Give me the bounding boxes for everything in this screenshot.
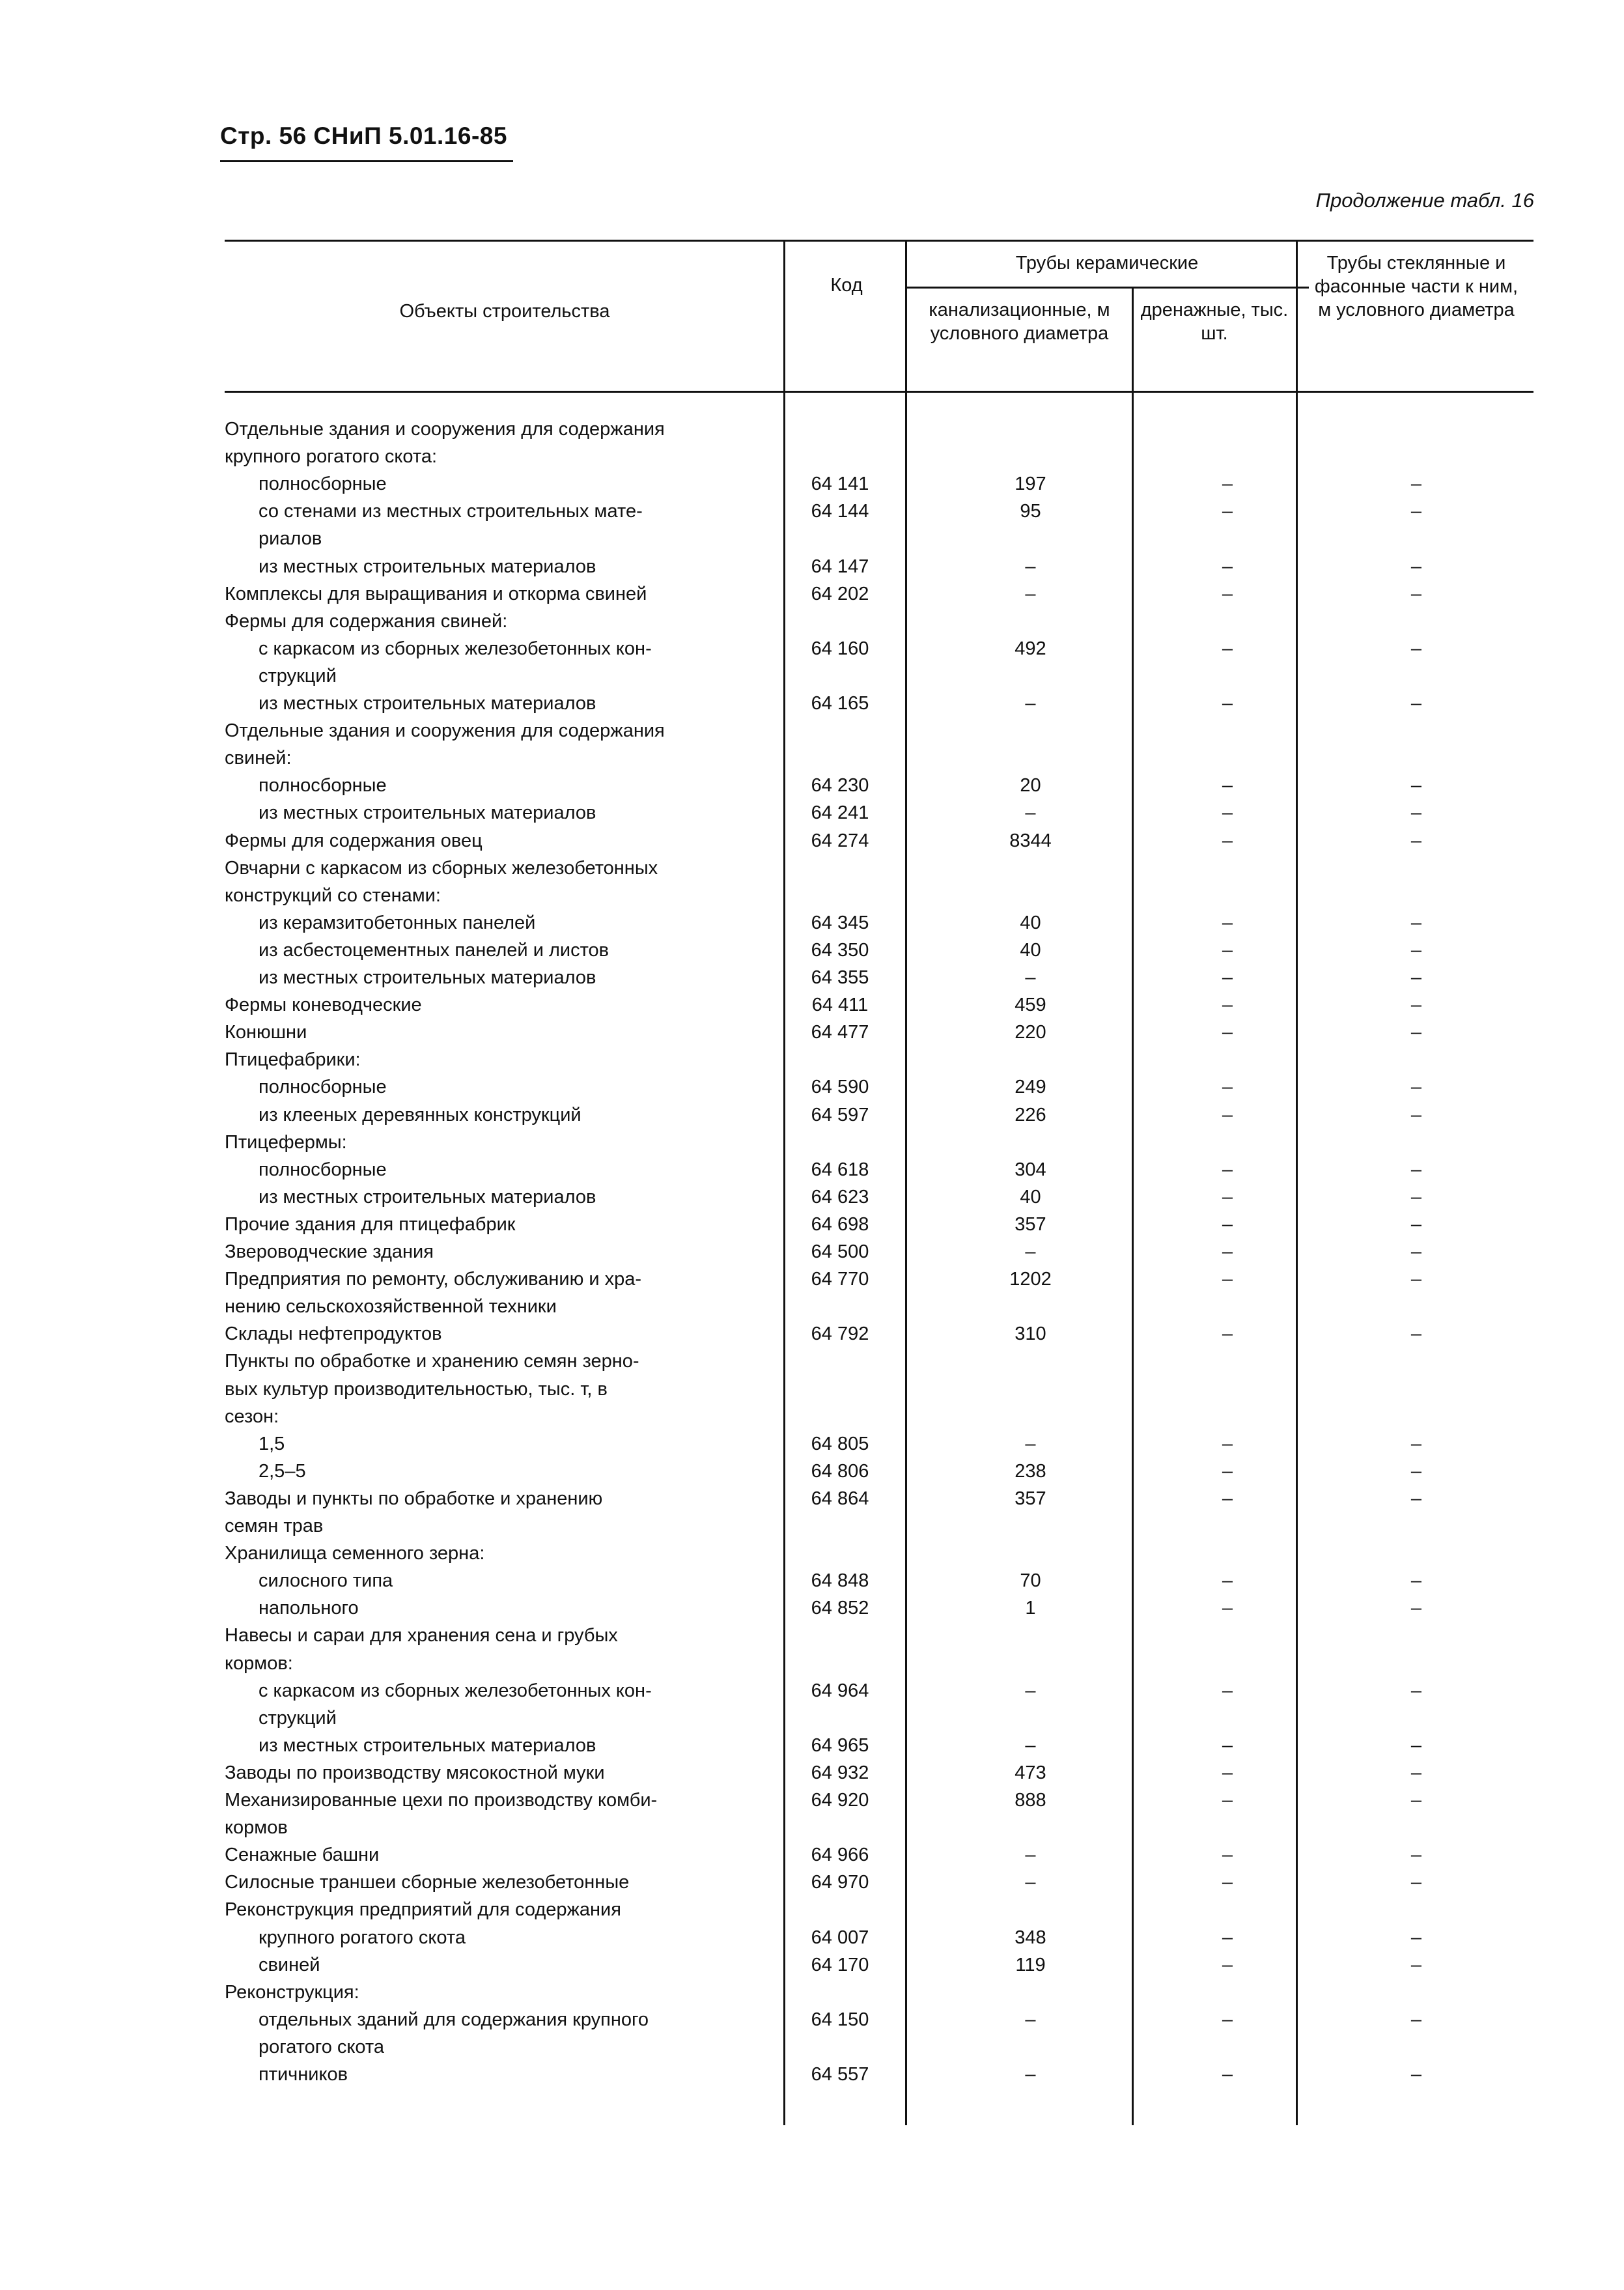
sewer-pipe-cell: 119	[1015, 1954, 1046, 1975]
code-cell: 64 618	[811, 1159, 869, 1180]
table-row	[225, 1787, 1533, 1814]
table-row	[225, 1759, 1533, 1787]
code-cell: 64 848	[811, 1570, 869, 1592]
table-row	[225, 1101, 1533, 1129]
table-row	[225, 1650, 1533, 1677]
table-row	[225, 690, 1533, 717]
code-cell: 64 147	[811, 556, 869, 577]
table-row	[225, 470, 1533, 498]
table-row	[225, 882, 1533, 909]
code-cell: 64 150	[811, 2009, 869, 2030]
glass-pipe-cell: –	[1410, 2009, 1422, 2030]
sewer-pipe-cell: –	[1025, 1734, 1036, 1756]
glass-pipe-cell: –	[1410, 830, 1422, 851]
sewer-pipe-cell: 888	[1015, 1790, 1046, 1811]
drain-pipe-cell: –	[1222, 474, 1233, 495]
code-cell: 64 274	[811, 830, 869, 851]
code-cell: 64 966	[811, 1845, 869, 1866]
table-row	[225, 1238, 1533, 1265]
code-cell: 64 230	[811, 775, 869, 797]
drain-pipe-cell: –	[1222, 830, 1233, 851]
object-name-cell: Сенажные башни	[225, 1845, 380, 1866]
drain-pipe-cell: –	[1222, 912, 1233, 933]
code-cell: 64 597	[811, 1104, 869, 1125]
table-row	[225, 772, 1533, 799]
table-row	[225, 1376, 1533, 1403]
glass-pipe-cell: –	[1410, 1680, 1422, 1701]
object-name-cell: Птицефабрики:	[225, 1049, 361, 1071]
object-name-cell: рогатого скота	[259, 2036, 384, 2057]
table-row	[225, 1814, 1533, 1841]
glass-pipe-cell: –	[1410, 967, 1422, 988]
object-name-cell: струкций	[259, 1707, 337, 1729]
table-row	[225, 1073, 1533, 1101]
code-cell: 64 160	[811, 638, 869, 659]
object-name-cell: из местных строительных материалов	[259, 802, 596, 824]
drain-pipe-cell: –	[1222, 1734, 1233, 1756]
code-cell: 64 864	[811, 1488, 869, 1509]
table-row	[225, 416, 1533, 443]
object-name-cell: Реконструкция предприятий для содержания	[225, 1899, 621, 1921]
object-name-cell: Заводы по производству мясокостной муки	[225, 1762, 605, 1783]
object-name-cell: вых культур производительностью, тыс. т, в	[225, 1378, 608, 1400]
sewer-pipe-cell: 459	[1015, 995, 1046, 1016]
sewer-pipe-cell: 1202	[1009, 1269, 1052, 1290]
object-name-cell: нению сельскохозяйственной техники	[225, 1296, 557, 1318]
object-name-cell: Реконструкция:	[225, 1981, 359, 2003]
object-name-cell: свиней:	[225, 748, 292, 769]
sewer-pipe-cell: 238	[1015, 1460, 1046, 1482]
object-name-cell: полносборные	[259, 775, 387, 797]
sewer-pipe-cell: –	[1025, 2009, 1036, 2030]
table-row	[225, 1704, 1533, 1732]
sewer-pipe-cell: 40	[1020, 1186, 1041, 1208]
sewer-pipe-cell: 310	[1015, 1323, 1046, 1345]
object-name-cell: Навесы и сараи для хранения сена и грубых	[225, 1625, 618, 1647]
glass-pipe-cell: –	[1410, 1241, 1422, 1262]
table-row	[225, 1594, 1533, 1622]
object-name-cell: из клееных деревянных конструкций	[259, 1104, 581, 1125]
object-name-cell: Хранилища семенного зерна:	[225, 1543, 485, 1564]
header-underline	[220, 160, 513, 162]
object-name-cell: кормов:	[225, 1652, 293, 1674]
drain-pipe-cell: –	[1222, 1323, 1233, 1345]
sewer-pipe-cell: 70	[1020, 1570, 1041, 1592]
sewer-pipe-cell: 492	[1015, 638, 1046, 659]
drain-pipe-cell: –	[1222, 1213, 1233, 1235]
glass-pipe-cell: –	[1410, 2064, 1422, 2085]
drain-pipe-cell: –	[1222, 1872, 1233, 1893]
drain-pipe-cell: –	[1222, 638, 1233, 659]
glass-pipe-cell: –	[1410, 1433, 1422, 1454]
code-cell: 64 202	[811, 583, 869, 604]
code-cell: 64 355	[811, 967, 869, 988]
glass-pipe-cell: –	[1410, 1460, 1422, 1482]
sewer-pipe-cell: –	[1025, 2064, 1036, 2085]
drain-pipe-cell: –	[1222, 1488, 1233, 1509]
object-name-cell: Птицефермы:	[225, 1131, 347, 1153]
glass-pipe-cell: –	[1410, 1488, 1422, 1509]
table-row	[225, 1677, 1533, 1704]
table-row	[225, 1540, 1533, 1567]
sewer-pipe-cell: –	[1025, 802, 1036, 824]
drain-pipe-cell: –	[1222, 1159, 1233, 1180]
drain-pipe-cell: –	[1222, 1433, 1233, 1454]
drain-pipe-cell: –	[1222, 1186, 1233, 1208]
sewer-pipe-cell: 95	[1020, 501, 1041, 522]
glass-pipe-cell: –	[1410, 556, 1422, 577]
table-row	[225, 1485, 1533, 1512]
drain-pipe-cell: –	[1222, 1269, 1233, 1290]
glass-pipe-cell: –	[1410, 474, 1422, 495]
drain-pipe-cell: –	[1222, 1927, 1233, 1948]
code-cell: 64 007	[811, 1927, 869, 1948]
header-objects: Объекты строительства	[399, 301, 610, 322]
table-row	[225, 2033, 1533, 2061]
object-name-cell: Звероводческие здания	[225, 1241, 434, 1262]
sewer-pipe-cell: 220	[1015, 1022, 1046, 1043]
table-row	[225, 1458, 1533, 1485]
glass-pipe-cell: –	[1410, 1104, 1422, 1125]
sewer-pipe-cell: 249	[1015, 1077, 1046, 1098]
ceramic-group-rule	[905, 287, 1309, 289]
object-name-cell: сезон:	[225, 1406, 279, 1427]
code-cell: 64 623	[811, 1186, 869, 1208]
object-name-cell: Фермы для содержания свиней:	[225, 610, 508, 632]
object-name-cell: Отдельные здания и сооружения для содержания	[225, 419, 665, 440]
object-name-cell: из асбестоцементных панелей и листов	[259, 939, 609, 961]
sewer-pipe-cell: –	[1025, 1680, 1036, 1701]
drain-pipe-cell: –	[1222, 1570, 1233, 1592]
code-cell: 64 770	[811, 1269, 869, 1290]
table-row	[225, 1430, 1533, 1458]
glass-pipe-cell: –	[1410, 775, 1422, 797]
object-name-cell: Предприятия по ремонту, обслуживанию и хра-	[225, 1269, 642, 1290]
code-cell: 64 500	[811, 1241, 869, 1262]
object-name-cell: полносборные	[259, 1159, 387, 1180]
glass-pipe-cell: –	[1410, 1762, 1422, 1783]
table-row	[225, 1156, 1533, 1183]
glass-pipe-cell: –	[1410, 1570, 1422, 1592]
object-name-cell: с каркасом из сборных железобетонных кон-	[259, 1680, 652, 1701]
sewer-pipe-cell: 357	[1015, 1213, 1046, 1235]
table-row	[225, 964, 1533, 991]
code-cell: 64 590	[811, 1077, 869, 1098]
object-name-cell: из местных строительных материалов	[259, 967, 596, 988]
glass-pipe-cell: –	[1410, 1159, 1422, 1180]
glass-pipe-cell: –	[1410, 1872, 1422, 1893]
drain-pipe-cell: –	[1222, 1845, 1233, 1866]
glass-pipe-cell: –	[1410, 1213, 1422, 1235]
drain-pipe-cell: –	[1222, 939, 1233, 961]
table-row	[225, 443, 1533, 470]
header-glass: Трубы стеклянные и фасонные части к ним, м условного диаметра	[1314, 253, 1519, 320]
table-row	[225, 498, 1533, 525]
sewer-pipe-cell: –	[1025, 583, 1036, 604]
drain-pipe-cell: –	[1222, 1762, 1233, 1783]
data-table	[225, 240, 1533, 2125]
drain-pipe-cell: –	[1222, 2064, 1233, 2085]
drain-pipe-cell: –	[1222, 967, 1233, 988]
object-name-cell: 2,5–5	[259, 1460, 306, 1482]
drain-pipe-cell: –	[1222, 1680, 1233, 1701]
table-row	[225, 635, 1533, 662]
drain-pipe-cell: –	[1222, 1241, 1233, 1262]
glass-pipe-cell: –	[1410, 1734, 1422, 1756]
table-row	[225, 799, 1533, 827]
object-name-cell: Отдельные здания и сооружения для содержания	[225, 720, 665, 742]
code-cell: 64 806	[811, 1460, 869, 1482]
table-row	[225, 1129, 1533, 1156]
sewer-pipe-cell: –	[1025, 1872, 1036, 1893]
table-row	[225, 1211, 1533, 1238]
table-continuation-note: Продолжение табл. 16	[1315, 189, 1534, 212]
code-cell: 64 350	[811, 939, 869, 961]
object-name-cell: полносборные	[259, 474, 387, 495]
object-name-cell: риалов	[259, 528, 322, 550]
object-name-cell: с каркасом из сборных железобетонных кон-	[259, 638, 652, 659]
glass-pipe-cell: –	[1410, 1186, 1422, 1208]
code-cell: 64 805	[811, 1433, 869, 1454]
object-name-cell: семян трав	[225, 1516, 324, 1536]
table-row	[225, 1512, 1533, 1540]
object-name-cell: силосного типа	[259, 1570, 393, 1592]
sewer-pipe-cell: 197	[1015, 474, 1046, 495]
table-row	[225, 1896, 1533, 1923]
code-cell: 64 932	[811, 1762, 869, 1783]
object-name-cell: конструкций со стенами:	[225, 884, 441, 906]
object-name-cell: птичников	[259, 2064, 348, 2085]
table-row	[225, 525, 1533, 552]
table-row	[225, 855, 1533, 882]
code-cell: 64 477	[811, 1022, 869, 1043]
glass-pipe-cell: –	[1410, 802, 1422, 824]
object-name-cell: из местных строительных материалов	[259, 1734, 596, 1756]
sewer-pipe-cell: 1	[1025, 1598, 1036, 1619]
glass-pipe-cell: –	[1410, 1269, 1422, 1290]
glass-pipe-cell: –	[1410, 638, 1422, 659]
drain-pipe-cell: –	[1222, 1460, 1233, 1482]
sewer-pipe-cell: 473	[1015, 1762, 1046, 1783]
glass-pipe-cell: –	[1410, 1954, 1422, 1975]
drain-pipe-cell: –	[1222, 995, 1233, 1016]
object-name-cell: Пункты по обработке и хранению семян зерно-	[225, 1351, 639, 1372]
object-name-cell: отдельных зданий для содержания крупного	[259, 2009, 649, 2030]
object-name-cell: напольного	[259, 1598, 359, 1619]
object-name-cell: кормов	[225, 1817, 288, 1839]
table-row	[225, 1019, 1533, 1046]
code-cell: 64 698	[811, 1213, 869, 1235]
table-row	[225, 1265, 1533, 1293]
table-row	[225, 1979, 1533, 2006]
drain-pipe-cell: –	[1222, 1790, 1233, 1811]
code-cell: 64 144	[811, 501, 869, 522]
table-row	[225, 662, 1533, 690]
sewer-pipe-cell: 20	[1020, 775, 1041, 797]
table-top-rule	[225, 240, 1533, 242]
table-row	[225, 1924, 1533, 1951]
code-cell: 64 170	[811, 1954, 869, 1975]
drain-pipe-cell: –	[1222, 556, 1233, 577]
table-row	[225, 2061, 1533, 2088]
table-row	[225, 1841, 1533, 1869]
object-name-cell: Силосные траншеи сборные железобетонные	[225, 1872, 630, 1893]
drain-pipe-cell: –	[1222, 1077, 1233, 1098]
code-cell: 64 970	[811, 1872, 869, 1893]
table-row	[225, 580, 1533, 608]
table-row	[225, 937, 1533, 964]
drain-pipe-cell: –	[1222, 1022, 1233, 1043]
glass-pipe-cell: –	[1410, 1598, 1422, 1619]
sewer-pipe-cell: –	[1025, 693, 1036, 714]
object-name-cell: свиней	[259, 1954, 320, 1975]
code-cell: 64 411	[811, 995, 869, 1016]
glass-pipe-cell: –	[1410, 995, 1422, 1016]
drain-pipe-cell: –	[1222, 501, 1233, 522]
table-row	[225, 1348, 1533, 1375]
code-cell: 64 165	[811, 693, 869, 714]
glass-pipe-cell: –	[1410, 1323, 1422, 1345]
code-cell: 64 792	[811, 1323, 869, 1345]
glass-pipe-cell: –	[1410, 1077, 1422, 1098]
code-cell: 64 964	[811, 1680, 869, 1701]
table-row	[225, 1567, 1533, 1594]
table-row	[225, 827, 1533, 855]
drain-pipe-cell: –	[1222, 775, 1233, 797]
sewer-pipe-cell: –	[1025, 1433, 1036, 1454]
header-sewer: канализационные, м условного диаметра	[929, 300, 1110, 344]
sewer-pipe-cell: 348	[1015, 1927, 1046, 1948]
object-name-cell: Конюшни	[225, 1022, 307, 1043]
sewer-pipe-cell: 8344	[1009, 830, 1052, 851]
object-name-cell: Механизированные цехи по производству комби-	[225, 1790, 658, 1811]
table-row	[225, 717, 1533, 744]
glass-pipe-cell: –	[1410, 693, 1422, 714]
object-name-cell: Заводы и пункты по обработке и хранению	[225, 1488, 603, 1509]
code-cell: 64 141	[811, 474, 869, 495]
table-row	[225, 909, 1533, 937]
header-code: Код	[830, 275, 863, 296]
glass-pipe-cell: –	[1410, 583, 1422, 604]
table-row	[225, 1951, 1533, 1979]
object-name-cell: Склады нефтепродуктов	[225, 1323, 442, 1345]
table-row	[225, 1320, 1533, 1348]
table-row	[225, 608, 1533, 635]
object-name-cell: из керамзитобетонных панелей	[259, 912, 536, 933]
object-name-cell: Фермы для содержания овец	[225, 830, 483, 851]
glass-pipe-cell: –	[1410, 912, 1422, 933]
table-row	[225, 1403, 1533, 1430]
object-name-cell: со стенами из местных строительных мате-	[259, 501, 643, 522]
page-title: Стр. 56 СНиП 5.01.16-85	[220, 122, 507, 149]
object-name-cell: из местных строительных материалов	[259, 693, 596, 714]
sewer-pipe-cell: 226	[1015, 1104, 1046, 1125]
glass-pipe-cell: –	[1410, 1927, 1422, 1948]
drain-pipe-cell: –	[1222, 693, 1233, 714]
object-name-cell: из местных строительных материалов	[259, 556, 596, 577]
glass-pipe-cell: –	[1410, 1022, 1422, 1043]
code-cell: 64 345	[811, 912, 869, 933]
object-name-cell: Овчарни с каркасом из сборных железобетонных	[225, 857, 658, 879]
object-name-cell: полносборные	[259, 1077, 387, 1098]
code-cell: 64 920	[811, 1790, 869, 1811]
drain-pipe-cell: –	[1222, 583, 1233, 604]
object-name-cell: Фермы коневодческие	[225, 995, 422, 1016]
code-cell: 64 852	[811, 1598, 869, 1619]
object-name-cell: Прочие здания для птицефабрик	[225, 1213, 516, 1235]
drain-pipe-cell: –	[1222, 2009, 1233, 2030]
code-cell: 64 965	[811, 1734, 869, 1756]
object-name-cell: Комплексы для выращивания и откорма свиней	[225, 583, 647, 604]
sewer-pipe-cell: –	[1025, 967, 1036, 988]
table-row	[225, 553, 1533, 580]
sewer-pipe-cell: 357	[1015, 1488, 1046, 1509]
object-name-cell: крупного рогатого скота	[259, 1927, 466, 1948]
glass-pipe-cell: –	[1410, 939, 1422, 961]
glass-pipe-cell: –	[1410, 1845, 1422, 1866]
drain-pipe-cell: –	[1222, 802, 1233, 824]
sewer-pipe-cell: 304	[1015, 1159, 1046, 1180]
sewer-pipe-cell: 40	[1020, 912, 1041, 933]
drain-pipe-cell: –	[1222, 1598, 1233, 1619]
sewer-pipe-cell: –	[1025, 1241, 1036, 1262]
table-row	[225, 1732, 1533, 1759]
table-row	[225, 1622, 1533, 1649]
glass-pipe-cell: –	[1410, 501, 1422, 522]
drain-pipe-cell: –	[1222, 1104, 1233, 1125]
drain-pipe-cell: –	[1222, 1954, 1233, 1975]
table-row	[225, 991, 1533, 1019]
glass-pipe-cell: –	[1410, 1790, 1422, 1811]
table-row	[225, 1046, 1533, 1073]
object-name-cell: 1,5	[259, 1433, 285, 1454]
table-row	[225, 1869, 1533, 1896]
object-name-cell: струкций	[259, 665, 337, 686]
object-name-cell: крупного рогатого скота:	[225, 446, 438, 468]
sewer-pipe-cell: 40	[1020, 939, 1041, 961]
header-bottom-rule	[225, 391, 1533, 393]
header-drain: дренажные, тыс. шт.	[1140, 300, 1289, 344]
table-row	[225, 744, 1533, 772]
code-cell: 64 241	[811, 802, 869, 824]
table-row	[225, 1293, 1533, 1320]
sewer-pipe-cell: –	[1025, 1845, 1036, 1866]
table-row	[225, 2006, 1533, 2033]
header-ceramic-group: Трубы керамические	[1015, 253, 1199, 274]
code-cell: 64 557	[811, 2064, 869, 2085]
object-name-cell: из местных строительных материалов	[259, 1186, 596, 1208]
sewer-pipe-cell: –	[1025, 556, 1036, 577]
table-row	[225, 1183, 1533, 1211]
